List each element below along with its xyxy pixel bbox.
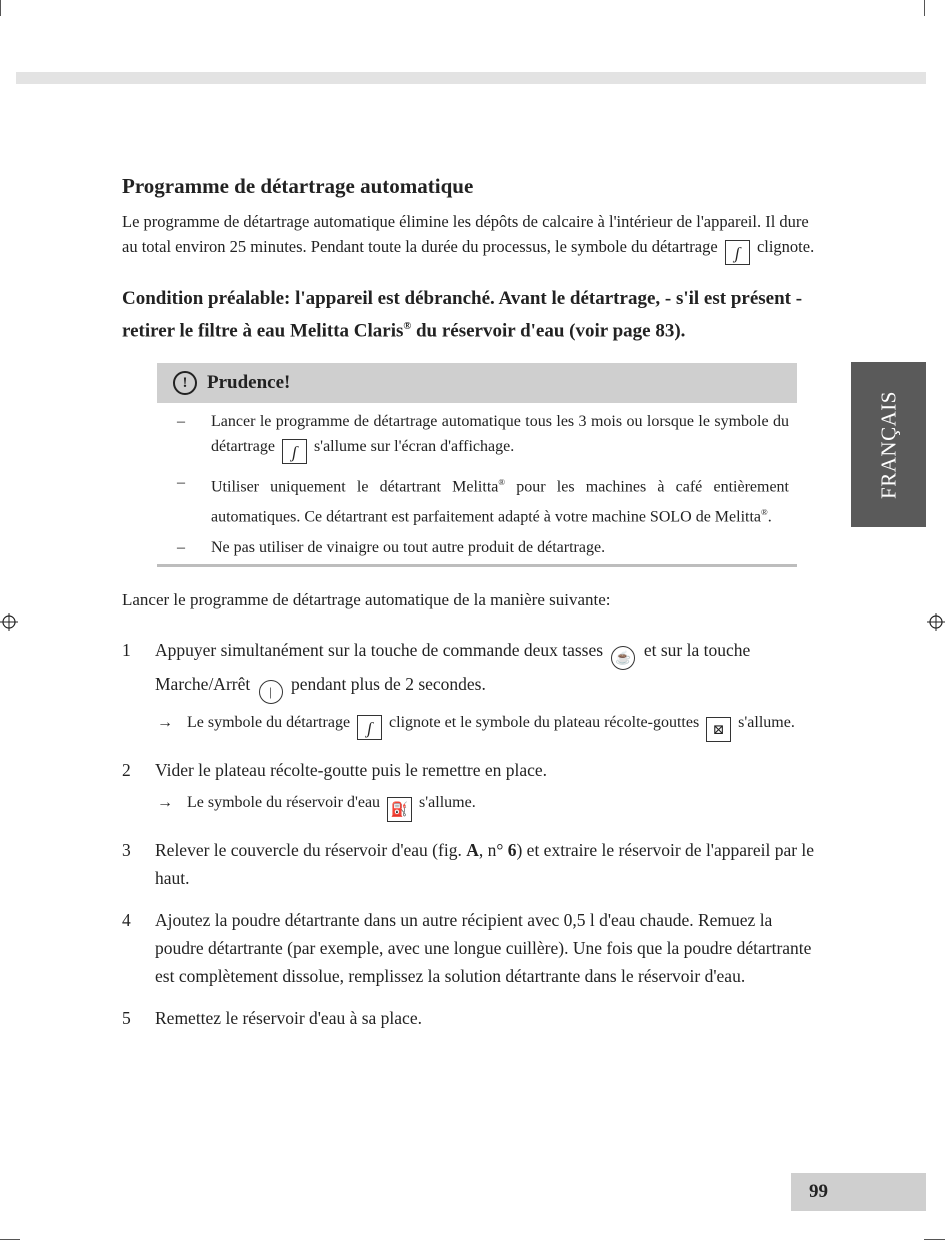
step-item — [122, 756, 822, 822]
warning-item-text: Utiliser uniquement le détartrant Melitta — [211, 478, 499, 496]
descale-icon: ʃ — [725, 240, 750, 265]
step-number: 4 — [122, 909, 131, 930]
warning-item-text-end: . — [767, 507, 772, 525]
warning-title: Prudence! — [207, 372, 291, 394]
result-text: s'allume. — [419, 793, 476, 811]
result-arrow: → — [157, 713, 173, 731]
crop-mark — [0, 0, 1, 16]
intro-text: Le programme de détartrage automatique élimine les dépôts de calcaire à l'intérieur de l'appareil. Il dure au total environ 25 minutes. Pendant toute la durée du processus, le symbole du détartrage — [122, 212, 809, 256]
step-number: 3 — [122, 839, 131, 860]
water-tank-icon: ⛽ — [387, 797, 412, 822]
registered-mark: ® — [498, 477, 506, 488]
dash: – — [177, 538, 185, 556]
steps-list — [122, 636, 822, 1032]
warning-item — [157, 470, 797, 529]
step-text: Remettez le réservoir d'eau à sa place. — [155, 1007, 422, 1028]
result-text: clignote et le symbole du plateau récolte-gouttes — [389, 713, 700, 731]
step-result — [155, 790, 822, 822]
warning-box — [157, 363, 797, 567]
step-text: Relever le couvercle du réservoir d'eau (fig. — [155, 839, 467, 860]
page-number: 99 — [791, 1173, 926, 1211]
warning-item — [157, 409, 797, 464]
step-text: Ajoutez la poudre détartrante dans un autre récipient avec 0,5 l d'eau chaude. Remuez la poudre détartrante (par exemple, avec une longue cuillère). Une fois que la poudre détartrante est complètement dissolue, remplissez la solution détartrante dans le réservoir d'eau. — [155, 909, 812, 986]
descale-icon: ʃ — [282, 439, 307, 464]
step-number: 5 — [122, 1007, 131, 1028]
warning-item-text-mid: pour les machines à café entièrement automatiques. Ce détartrant est parfaitement adapté à votre machine SOLO de Melitta — [211, 478, 789, 525]
step-text: et sur la touche Marche/Arrêt — [155, 639, 751, 694]
language-tab — [851, 362, 926, 527]
figure-number: 6 — [507, 839, 517, 860]
dash: – — [177, 474, 185, 492]
language-label: FRANÇAIS — [876, 390, 900, 499]
warning-icon: ! — [173, 371, 197, 395]
step-number: 1 — [122, 639, 131, 660]
warning-bottom-rule — [157, 564, 797, 567]
precondition-text-end: du réservoir d'eau (voir page 83). — [411, 320, 686, 342]
step-item — [122, 636, 822, 742]
step-text: Vider le plateau récolte-goutte puis le remettre en place. — [155, 759, 548, 780]
step-text: , n° — [478, 839, 508, 860]
step-item — [122, 906, 822, 990]
on-off-icon: | — [259, 680, 283, 704]
result-text: Le symbole du détartrage — [187, 713, 351, 731]
step-item — [122, 836, 822, 892]
main-content — [122, 174, 822, 1046]
warning-item — [157, 535, 797, 560]
step-text: pendant plus de 2 secondes. — [290, 673, 486, 694]
crop-mark — [924, 1239, 945, 1240]
registration-mark-icon — [0, 613, 18, 631]
registered-mark: ® — [403, 321, 412, 332]
header-bar — [16, 72, 926, 84]
result-text: Le symbole du réservoir d'eau — [187, 793, 381, 811]
precondition-text: Condition préalable: l'appareil est débranché. Avant le détartrage, - s'il est présent - retirer le filtre à eau Melitta Claris — [122, 288, 803, 342]
two-cups-icon: ☕ — [611, 646, 635, 670]
dash: – — [177, 413, 185, 431]
crop-mark — [0, 1239, 20, 1240]
step-item — [122, 1004, 822, 1032]
intro-text-end: clignote. — [756, 237, 815, 256]
descale-icon: ʃ — [357, 715, 382, 740]
warning-item-text: Ne pas utiliser de vinaigre ou tout autre produit de détartrage. — [211, 538, 606, 556]
step-number: 2 — [122, 759, 131, 780]
intro-paragraph — [122, 209, 822, 265]
result-text: s'allume. — [738, 713, 795, 731]
step-result — [155, 710, 822, 742]
drip-tray-icon: ⊠ — [706, 717, 731, 742]
steps-intro: Lancer le programme de détartrage automatique de la manière suivante: — [122, 589, 611, 609]
step-text: ) et extraire le réservoir de l'appareil par le haut. — [155, 839, 815, 888]
registered-mark: ® — [761, 506, 768, 517]
warning-list — [157, 409, 797, 560]
section-title: Programme de détartrage automatique — [122, 174, 474, 198]
crop-mark — [924, 0, 925, 16]
step-text: Appuyer simultanément sur la touche de commande deux tasses — [155, 639, 604, 660]
warning-item-text-end: s'allume sur l'écran d'affichage. — [313, 438, 515, 456]
warning-header — [157, 363, 797, 403]
warning-item-text: Lancer le programme de détartrage automatique tous les 3 mois ou lorsque le symbole du détartrage — [211, 413, 789, 456]
registration-mark-icon — [927, 613, 945, 631]
result-arrow: → — [157, 793, 173, 811]
figure-ref: A — [466, 839, 479, 860]
precondition — [122, 285, 822, 345]
